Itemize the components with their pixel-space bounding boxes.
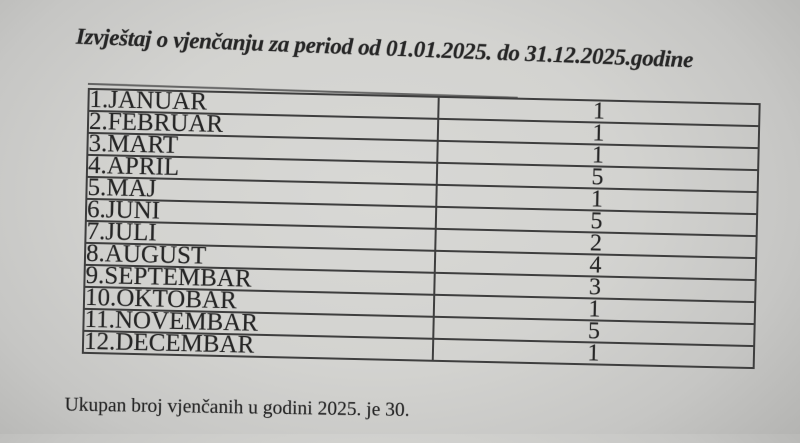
month-cell: 8.AUGUST (85, 243, 435, 273)
value-cell: 1 (434, 295, 755, 324)
value-cell: 1 (438, 119, 759, 148)
month-cell: 7.JULI (85, 221, 435, 251)
value-cell: 1 (438, 97, 759, 126)
table-body (83, 85, 760, 368)
month-cell: 9.SEPTEMBAR (84, 265, 434, 295)
value-cell: 5 (436, 207, 757, 236)
month-cell: 2.FEBRUAR (88, 111, 438, 141)
month-cell: 6.JUNI (86, 199, 436, 229)
value-cell: 1 (433, 339, 754, 368)
month-cell: 5.MAJ (86, 177, 436, 207)
month-cell: 3.MART (87, 133, 437, 163)
value-cell: 2 (435, 229, 756, 258)
value-cell: 4 (435, 251, 756, 280)
month-cell: 11.NOVEMBAR (83, 309, 433, 339)
value-cell: 1 (437, 141, 758, 170)
marriage-report-table (82, 85, 761, 369)
value-cell: 1 (436, 185, 757, 214)
document-title: Izvještaj o vjenčanju za period od 01.01.2025. do 31.12.2025.godine (75, 23, 694, 73)
month-cell: 1.JANUAR (88, 89, 438, 119)
value-cell: 5 (433, 317, 754, 346)
month-cell: 10.OKTOBAR (84, 287, 434, 317)
month-cell: 4.APRIL (87, 155, 437, 185)
value-cell: 5 (437, 163, 758, 192)
total-summary-text: Ukupan broj vjenčanih u godini 2025. je 30. (64, 394, 410, 421)
value-cell: 3 (434, 273, 755, 302)
month-cell: 12.DECEMBAR (83, 331, 433, 361)
